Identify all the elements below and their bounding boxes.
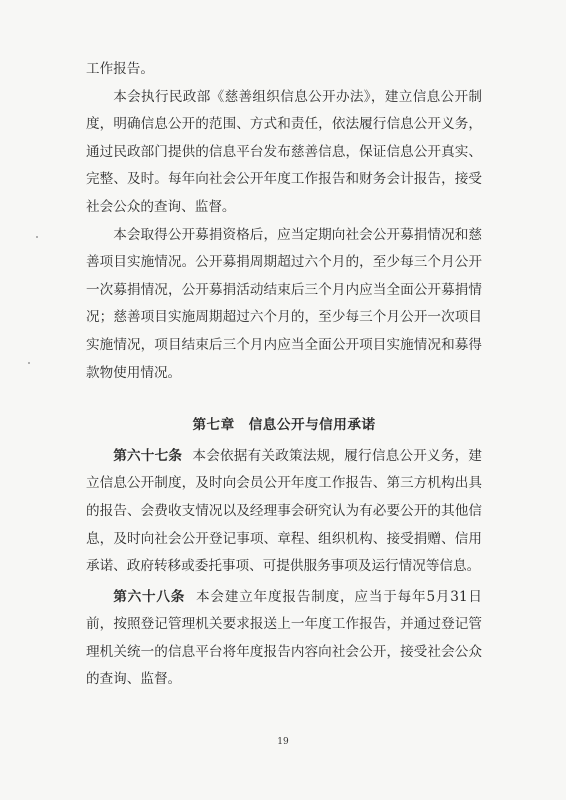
chapter-number: 第七章 — [192, 417, 235, 434]
paragraph-charity-disclosure: 本会执行民政部《慈善组织信息公开办法》，建立信息公开制度，明确信息公开的范围、方式和责任，依法履行信息公开义务，通过民政部门提供的信息平台发布慈善信息，保证信息公开真实、完整、及时。每年向社会公开年度工作报告和财务会计报告，接受社会公众的查询、监督。 — [86, 88, 482, 215]
page-number: 19 — [277, 737, 289, 747]
paragraph-continuation: 工作报告。 — [86, 61, 154, 77]
article-67-label: 第六十七条 — [113, 447, 183, 464]
article-67-text: 本会依据有关政策法规，履行信息公开义务，建立信息公开制度，及时向会员公开年度工作报告、第三方机构出具的报告、会费收支情况以及经理事会研究认为有必要公开的其他信息，及时向社会公开登记事项、章程、组织机构、接受捐赠、信用承诺、政府转移或委托事项、可提供服务事项及运行情况等信息。 — [86, 447, 483, 575]
article-67 — [86, 443, 482, 581]
paragraph-public-fundraising: 本会取得公开募捐资格后，应当定期向社会公开募捐情况和慈善项目实施情况。公开募捐周期超过六个月的，至少每三个月公开一次募捐情况，公开募捐活动结束后三个月内应当全面公开募捐情况；慈善项目实施周期超过六个月的，至少每三个月公开一次项目实施情况，项目结束后三个月内应当全面公开项目实施情况和募得款物使用情况。 — [86, 226, 482, 381]
article-68-text: 本会建立年度报告制度，应当于每年5月31日前，按照登记管理机关要求报送上一年度工作报告，并通过登记管理机关统一的信息平台将年度报告内容向社会公开，接受社会公众的查询、监督。 — [86, 588, 482, 688]
scan-speck — [36, 236, 38, 238]
chapter-title: 信息公开与信用承诺 — [248, 417, 376, 434]
chapter-heading — [86, 412, 482, 440]
page-body — [86, 56, 482, 694]
scan-speck — [28, 362, 30, 364]
article-68 — [86, 584, 482, 694]
article-68-label: 第六十八条 — [113, 588, 186, 605]
